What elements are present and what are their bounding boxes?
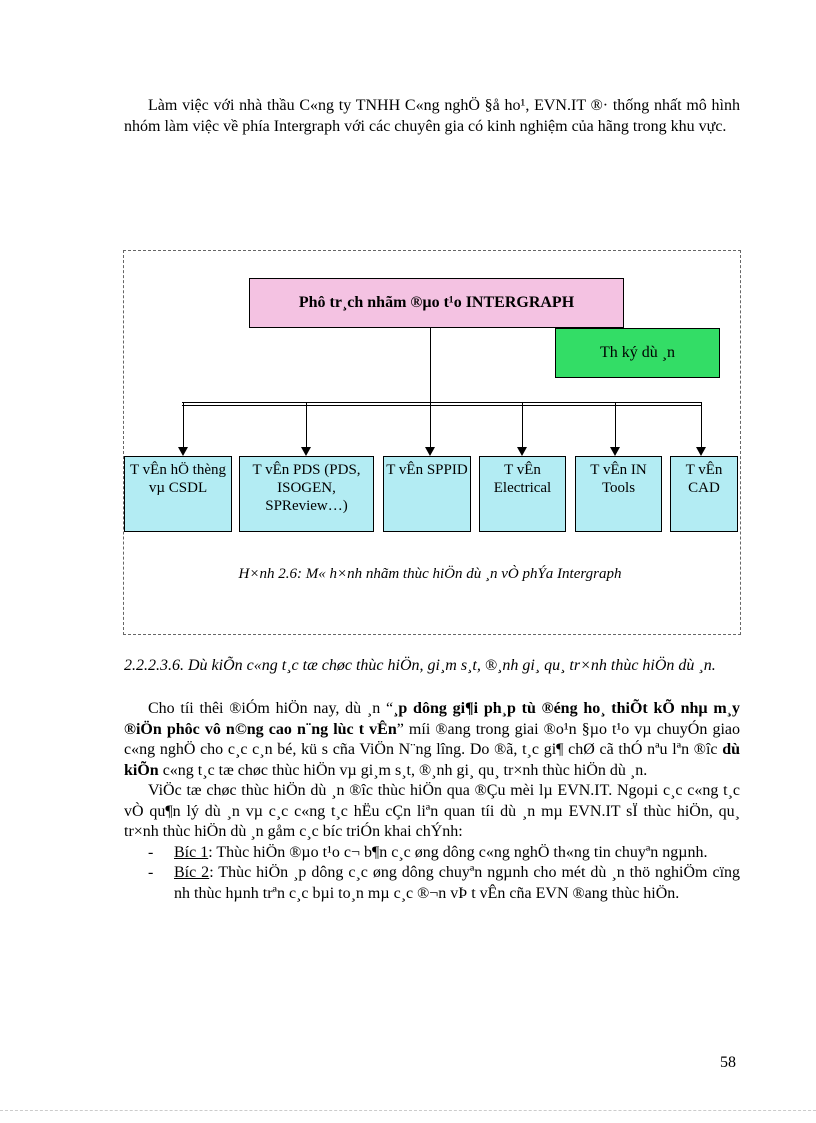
text-run: ” míi ®ang trong giai ®o¹n §µo t¹o vµ chuyÓn giao c«ng nghÖ cho c¸c c¸n bé, kü s cña ViÖn N¨ng lîng. Do ®ã, t¸c gi¶ chØ cã thÓ nªu lªn ®îc xyxy=(124,720,740,758)
arrow-head-icon xyxy=(425,447,435,456)
connector-drop xyxy=(183,403,184,448)
text-run: c«ng t¸c tæ chøc thùc hiÖn vµ gi¸m s¸t, ®¸nh gi¸ qu¸ tr×nh thùc hiÖn dù ¸n. xyxy=(162,761,648,779)
text-run: Cho tíi thêi ®iÓm hiÖn nay, dù ¸n “ xyxy=(148,700,394,717)
connector-horizontal-2 xyxy=(182,405,702,406)
bullet-dash: - xyxy=(148,843,154,861)
arrow-head-icon xyxy=(696,447,706,456)
step-text: : Thùc hiÖn ¸p dông c¸c øng dông chuyªn ngµnh cho mét dù ¸n thö nghiÖm cïng nh thùc hµnh trªn c¸c bµi to¸n mµ c¸c ®¬n vÞ t vÊn cña EVN ®ang thùc hiÖn. xyxy=(174,864,741,902)
paragraph-organization: ViÖc tæ chøc thùc hiÖn dù ¸n ®îc thùc hiÖn qua ®Çu mèi lµ EVN.IT. Ngoµi c¸c c«ng t¸c vÒ qu¶n lý dù ¸n vµ c¸c c«ng t¸c hËu cÇn liªn quan tíi dù ¸n mµ EVN.IT sÏ thùc hiÖn, qu¸ tr×nh thùc hiÖn dù ¸n gåm c¸c bíc triÓn khai chÝnh: xyxy=(124,782,740,840)
step-label: Bíc 2 xyxy=(174,864,210,881)
arrow-head-icon xyxy=(178,447,188,456)
connector-drop xyxy=(430,403,431,448)
team-box-cad: T vÊn CAD xyxy=(670,456,738,532)
org-head-box: Phô tr¸ch nhãm ®µo t¹o INTERGRAPH xyxy=(249,278,624,328)
team-box-intools: T vÊn IN Tools xyxy=(575,456,662,532)
team-box-sppid: T vÊn SPPID xyxy=(383,456,471,532)
step-text: : Thùc hiÖn ®µo t¹o c¬ b¶n c¸c øng dông c«ng nghÖ th«ng tin chuyªn ngµnh. xyxy=(208,843,708,861)
team-box-pds: T vÊn PDS (PDS, ISOGEN, SPReview…) xyxy=(239,456,374,532)
text-emphasis: dù kiÕn xyxy=(124,741,741,779)
connector-drop xyxy=(701,403,702,448)
list-item xyxy=(124,863,740,904)
arrow-head-icon xyxy=(517,447,527,456)
project-title: ¸p dông gi¶i ph¸p tù ®éng ho¸ thiÕt kÕ nhµ m¸y ®iÖn phôc vô n©ng cao n¨ng lùc t vÊn xyxy=(124,700,740,738)
connector-drop xyxy=(615,403,616,448)
page-number: 58 xyxy=(720,1054,736,1071)
arrow-head-icon xyxy=(301,447,311,456)
team-box-system: T vÊn hÖ thèng vµ CSDL xyxy=(124,456,232,532)
section-heading: 2.2.2.3.6. Dù kiÕn c«ng t¸c tæ chøc thùc hiÖn, gi¸m s¸t, ®¸nh gi¸ qu¸ tr×nh thùc hiÖn dù ¸n. xyxy=(124,657,716,674)
connector-drop xyxy=(522,403,523,448)
list-item xyxy=(124,843,740,864)
secretary-box: Th ký dù ¸n xyxy=(555,328,720,378)
team-box-electrical: T vÊn Electrical xyxy=(479,456,566,532)
connector-horizontal-1 xyxy=(182,402,702,403)
arrow-head-icon xyxy=(610,447,620,456)
page-bottom-rule xyxy=(0,1110,816,1111)
intro-paragraph: Làm việc với nhà thầu C«ng ty TNHH C«ng nghÖ §å ho¹, EVN.IT ®· thống nhất mô hình nhóm làm việc về phía Intergraph với các chuyên gia có kinh nghiệm của hãng trong khu vực. xyxy=(124,97,740,135)
connector-drop xyxy=(306,403,307,448)
bullet-dash: - xyxy=(148,864,154,881)
figure-caption: H×nh 2.6: M« h×nh nhãm thùc hiÖn dù ¸n vÒ phÝa Intergraph xyxy=(238,566,622,582)
step-label: Bíc 1 xyxy=(174,843,209,861)
body-text xyxy=(124,699,740,904)
connector-vertical-main xyxy=(430,328,431,403)
paragraph-status xyxy=(124,699,740,781)
